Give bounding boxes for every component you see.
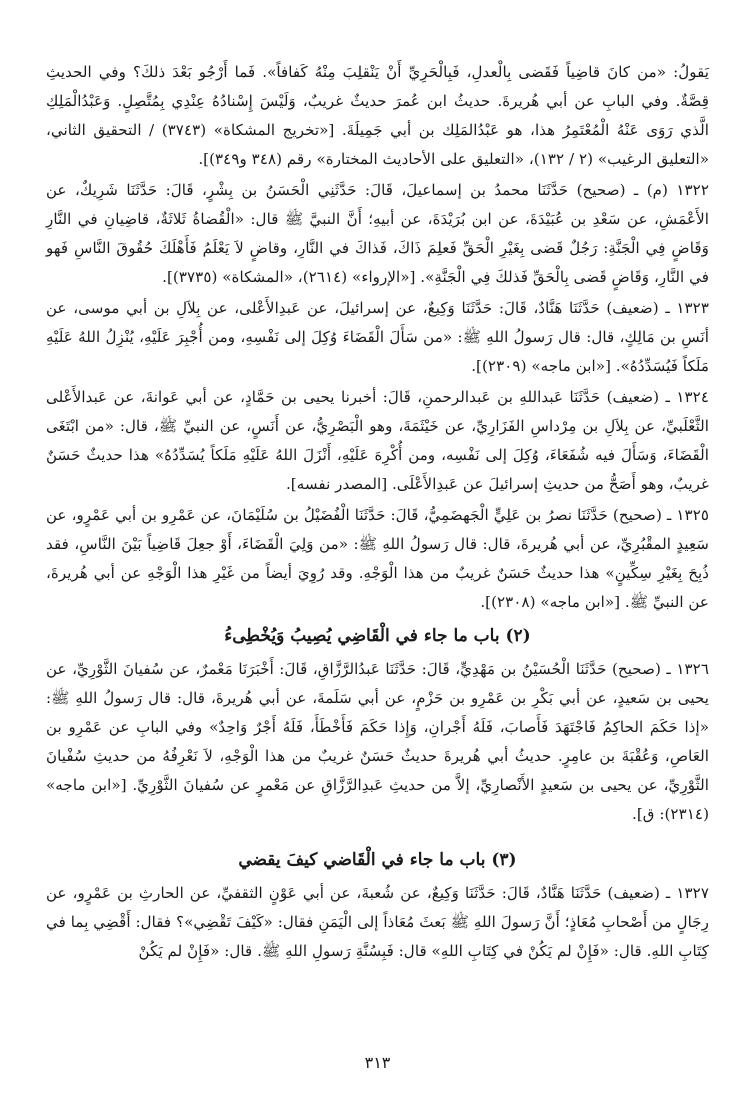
paragraph-hadith-1327: ١٣٢٧ ـ (ضعيف) حَدَّثَنَا هَنَّادٌ، قَالَ: حَدَّثَنَا وَكِيعٌ، عن شُعبةَ، عن أبي عَوْنٍ الثقفيِّ، عن الحارثِ بن عَمْرٍو، عن رِجَالٍ من أَصْحابِ مُعَاذٍ؛ أَنَّ رَسولَ اللهِ ﷺ بَعثَ مُعَاذاً إلى الْيَمَنِ فقال: «كَيْفَ تَقْضِي»؟ فقال: أَقْضِي بِما في كِتَابِ اللهِ. قال: «فَإِنْ لم يَكُنْ في كِتَابِ اللهِ» قال: فَبِسُنَّةِ رَسولِ اللهِ ﷺ. قال: «فَإِنْ لم يَكُنْ xyxy=(46,884,709,960)
paragraph-hadith-continuation: يَقولُ: «من كانَ قاضِياً فَقَضى بِالْعدلِ، فَبِالْحَرِيِّ أَنْ يَنْقلِبَ مِنْهُ كَفافاً». فَما أَرْجُو بَعْدَ ذلكَ؟ وفي الحديثِ قِصَّةٌ. وفي البابِ عن أبي هُريرةَ. حديثُ ابن عُمرَ حديثٌ غريبٌ، وَلَيْسَ إِسْنادُهُ عِنْدِي بِمُتَّصِلٍ. وَعَبْدُالْمَلِكِ الَّذي رَوَى عَنْهُ الْمُعْتَمِرُ هذا، هو عَبْدُالمَلِك بن أبي جَمِيلَةَ. [«تخريج المشكاة» (٣٧٤٣) / التحقيق الثاني، «التعليق الرغيب» (٢ / ١٣٢)، «التعليق على الأحاديث المختارة» رقم (٣٤٨ و٣٤٩)]. xyxy=(46,63,709,168)
chapter-heading-3: (٣) باب ما جاء في الْقَاضي كيفَ يقضي xyxy=(238,850,517,870)
paragraph-hadith-1326: ١٣٢٦ ـ (صحيح) حَدَّثَنَا الْحُسَيْنُ بن مَهْدِيٍّ، قَالَ: حَدَّثَنَا عَبدُالرَّزَّاقِ، قَالَ: أَخْبَرَنَا مَعْمرٌ، عن سُفيانَ الثَّوْرِيِّ، عن يحيى بن سَعيدٍ، عن أبي بَكْرِ بن عَمْرِو بن حَزْمٍ، عن أبي سَلَمةَ، عن أبي هُريرةَ، قال: قال رَسولُ اللهِ ﷺ: «إذا حَكَمَ الحاكِمُ فَاجْتَهَدَ فَأَصابَ، فَلَهُ أَجْرانِ، وَإِذا حَكَمَ فَأَخْطَأَ، فَلَهُ أَجْرٌ وَاحِدٌ» وفي البابِ عن عَمْرِو بن العَاصِ، وَعُقْبَةَ بن عامِرٍ. حديثُ أبي هُريرةَ حديثٌ حَسَنٌ غريبٌ من هذا الْوَجْهِ، لاَ نَعْرِفُهُ من حديثِ سُفْيانَ الثَّوْرِيِّ، عن يحيى بن سَعيدٍ الأَنْصارِيِّ، إلاَّ من حديثِ عَبدِالرَّزَّاقِ عن مَعْمرٍ عن سُفيانَ الثَّوْرِيِّ. [«ابن ماجه» (٢٣١٤): ق]. xyxy=(46,660,709,823)
paragraph-hadith-1324: ١٣٢٤ ـ (ضعيف) حَدَّثَنَا عَبداللهِ بن عَبدالرحمنِ، قَالَ: أخبرنا يحيى بن حَمَّادٍ، عن أبي عَوانةَ، عن عَبدالأَعْلى الثَّعْلَبيِّ، عن بِلاَلِ بن مِرْداسِ الفَزَارِيِّ، عن خَيْثَمَةَ، وهو الْبَصْرِيُّ، عن أَنَسٍ، عن النبيِّ ﷺ، قال: «من ابْتَغَى الْقَضَاءَ، وَسَأَلَ فيه شُفَعَاءَ، وُكِلَ إلى نَفْسِه، ومن أُكْرِهَ عَلَيْهِ، أَنْزَلَ اللهُ عَلَيْهِ مَلَكاً يُسَدِّدُهُ» هذا حديثٌ حَسَنٌ غريبٌ، وهو أَصَحُّ من حديثِ إسرائيلَ عن عَبدِالأَعْلَى. [المصدر نفسه]. xyxy=(46,388,709,493)
paragraph-hadith-1325: ١٣٢٥ ـ (صحيح) حَدَّثَنَا نصرُ بن عَلِيٍّ الْجَهضَمِيُّ، قَالَ: حَدَّثَنَا الْفُضَيْلُ بن سُلَيْمَانَ، عن عَمْرِو بن أبي عَمْرٍو، عن سَعِيدٍ المقْبُرِيِّ، عن أبي هُريرةَ، قال: قال رَسولُ اللهِ ﷺ: «من وَلِيَ الْقَضَاءَ، أَوْ جعِلَ قَاضِياً بَيْنَ النَّاسِ، فقد ذُبِحَ بِغَيْرِ سِكِّينٍ» هذا حديثٌ حَسَنٌ غريبٌ من هذا الْوَجْهِ. وقد رُوِيَ أيضاً من غَيْرِ هذا الْوَجْهِ عن أبي هُريرةَ، عن النبيِّ ﷺ. [«ابن ماجه» (٢٣٠٨)]. xyxy=(46,506,710,611)
page-number: ٣١٣ xyxy=(364,1053,391,1072)
chapter-heading-2: (٢) باب ما جاء في الْقَاضِي يُصِيبُ وَيُخْطِىءُ xyxy=(224,626,531,646)
paragraph-hadith-1322: ١٣٢٢ (م) ـ (صحيح) حَدَّثَنَا محمدُ بن إسماعيلَ، قَالَ: حَدَّثَنِي الْحَسَنُ بن بِشْرٍ، قَالَ: حَدَّثَنَا شَرِيكٌ، عن الأَعْمَشِ، عن سَعْدِ بن عُبَيْدَةَ، عن ابن بُرَيْدَةَ، عن أبيهِ؛ أَنَّ النبيَّ ﷺ قال: «الْقُضاةُ ثَلاثَةٌ، قاضِيانِ في النَّارِ وَقَاضٍ فِي الْجَنَّةِ: رَجُلٌ قَضى بِغَيْرِ الْحَقِّ فَعلِمَ ذَاكَ، فَذاكَ في النَّارِ، وقاضٍ لاَ يَعْلَمُ فَأَهْلَكَ حُقُوقَ النَّاسِ فَهو في النَّارِ، وَقَاضٍ قَضى بِالْحَقِّ فَذلكَ فِي الْجَنَّةِ». [«الإرواء» (٢٦١٤)، «المشكاة» (٣٧٣٥)]. xyxy=(46,181,709,286)
paragraph-hadith-1323: ١٣٢٣ ـ (ضعيف) حَدَّثَنَا هَنَّادٌ، قَالَ: حَدَّثَنَا وَكِيعٌ، عن إسرائيلَ، عن عَبدِالأَعْلى، عن بِلاَلِ بن أبي موسى، عن أنَسِ بن مَالِكٍ، قال: قال رَسولُ اللهِ ﷺ: «من سَأَلَ الْقَضَاءَ وُكِلَ إلى نَفْسِهِ، ومن أُجْبِرَ عَلَيْهِ، يُنْزِلُ اللهُ عَلَيْهِ مَلَكاً فَيُسَدِّدُهُ». [«ابن ماجه» (٢٣٠٩)]. xyxy=(46,299,709,375)
